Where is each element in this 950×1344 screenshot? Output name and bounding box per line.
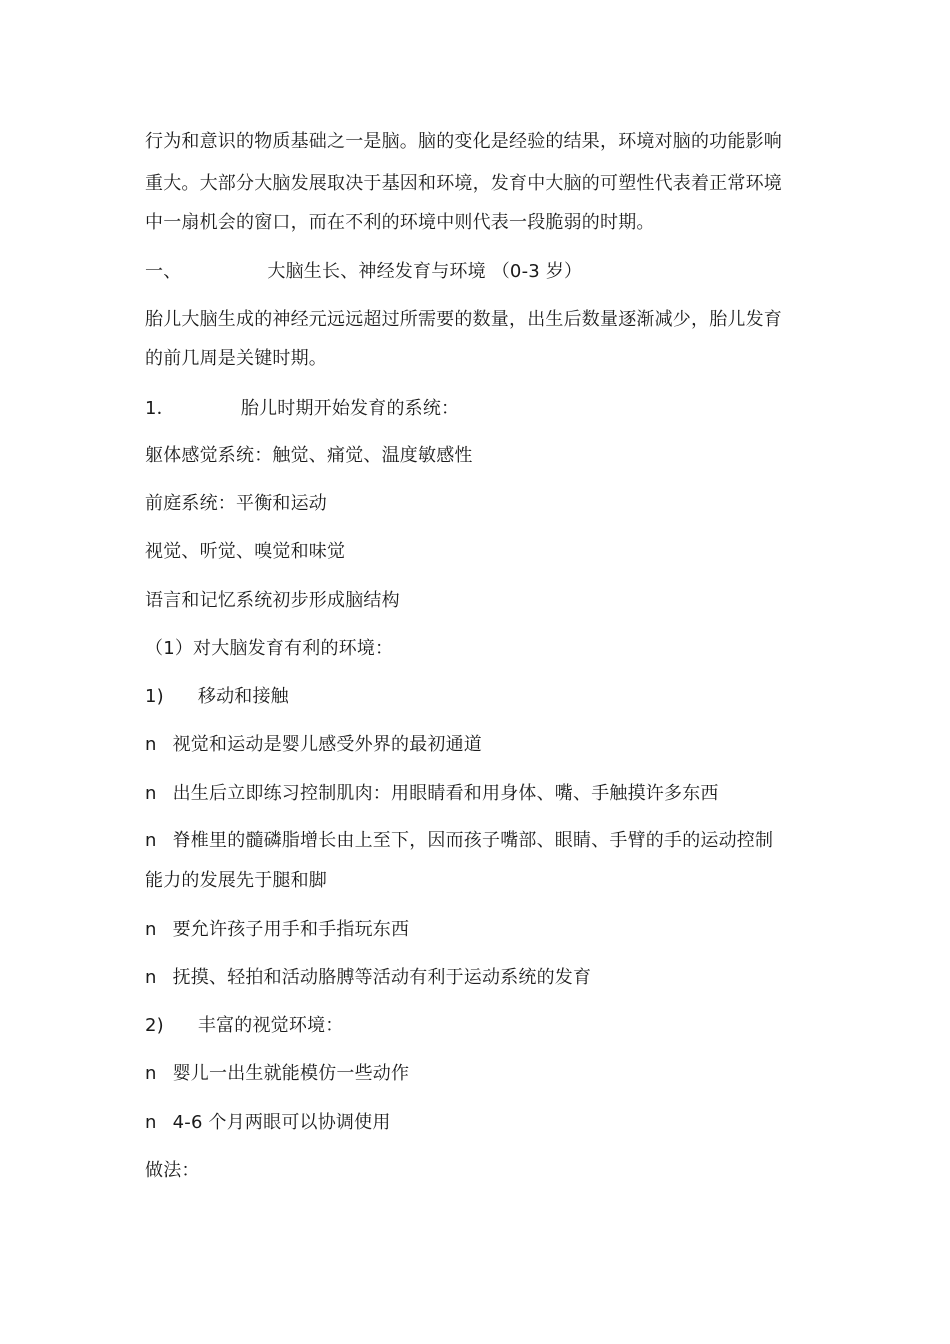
bullet-continuation: 能力的发展先于腿和脚 — [145, 870, 327, 891]
favorable-environment-heading: （1）对大脑发育有利的环境： — [145, 638, 394, 659]
system-item: 前庭系统：平衡和运动 — [145, 493, 327, 514]
intro-line-3: 中一扇机会的窗口，而在不利的环境中则代表一段脆弱的时期。 — [145, 212, 655, 233]
bullet-marker: n — [145, 919, 157, 940]
bullet-text: 视觉和运动是婴儿感受外界的最初通道 — [172, 734, 483, 755]
bullet-text: 婴儿一出生就能模仿一些动作 — [172, 1063, 410, 1084]
bullet-text: 抚摸、轻拍和活动胳膊等活动有利于运动系统的发育 — [172, 967, 592, 988]
bullet-text: 脊椎里的髓磷脂增长由上至下，因而孩子嘴部、眼睛、手臂的手的运动控制 — [172, 830, 774, 851]
paragraph-2-line-2: 的前几周是关键时期。 — [145, 348, 327, 369]
sub-1-title: 移动和接触 — [197, 686, 289, 707]
bullet-marker: n — [145, 1112, 157, 1133]
bullet-text: 4-6 个月两眼可以协调使用 — [172, 1112, 391, 1133]
bullet-item — [145, 782, 719, 806]
section-heading — [145, 260, 582, 284]
system-item: 躯体感觉系统：触觉、痛觉、温度敏感性 — [145, 445, 473, 466]
bullet-item — [145, 966, 591, 990]
sub-2-heading — [145, 1014, 343, 1038]
paragraph-2-line-1: 胎儿大脑生成的神经元远远超过所需要的数量，出生后数量逐渐减少，胎儿发育 — [145, 309, 782, 330]
bullet-marker: n — [145, 967, 157, 988]
bullet-marker: n — [145, 1063, 157, 1084]
bullet-item — [145, 829, 773, 853]
intro-line-2: 重大。大部分大脑发展取决于基因和环境，发育中大脑的可塑性代表着正常环境 — [145, 173, 782, 194]
section-title: 大脑生长、神经发育与环境 （0-3 岁） — [267, 261, 583, 282]
bullet-item — [145, 1062, 409, 1086]
bullet-item — [145, 918, 409, 942]
bullet-text: 出生后立即练习控制肌肉：用眼睛看和用身体、嘴、手触摸许多东西 — [172, 783, 719, 804]
section-number: 一、 — [145, 261, 182, 282]
sub-1-number: 1) — [145, 686, 164, 707]
sub-2-title: 丰富的视觉环境： — [197, 1015, 344, 1036]
system-item: 视觉、听觉、嗅觉和味觉 — [145, 541, 346, 562]
bullet-marker: n — [145, 783, 157, 804]
item-1-heading — [145, 397, 459, 421]
bullet-item — [145, 733, 482, 757]
method-heading: 做法： — [145, 1160, 200, 1181]
sub-2-number: 2) — [145, 1015, 164, 1036]
item-1-number: 1． — [145, 398, 175, 419]
item-1-title: 胎儿时期开始发育的系统： — [240, 398, 460, 419]
system-item: 语言和记忆系统初步形成脑结构 — [145, 590, 400, 611]
bullet-marker: n — [145, 830, 157, 851]
intro-line-1: 行为和意识的物质基础之一是脑。脑的变化是经验的结果，环境对脑的功能影响 — [145, 131, 782, 152]
bullet-item — [145, 1111, 391, 1135]
bullet-text: 要允许孩子用手和手指玩东西 — [172, 919, 410, 940]
sub-1-heading — [145, 685, 289, 709]
bullet-marker: n — [145, 734, 157, 755]
